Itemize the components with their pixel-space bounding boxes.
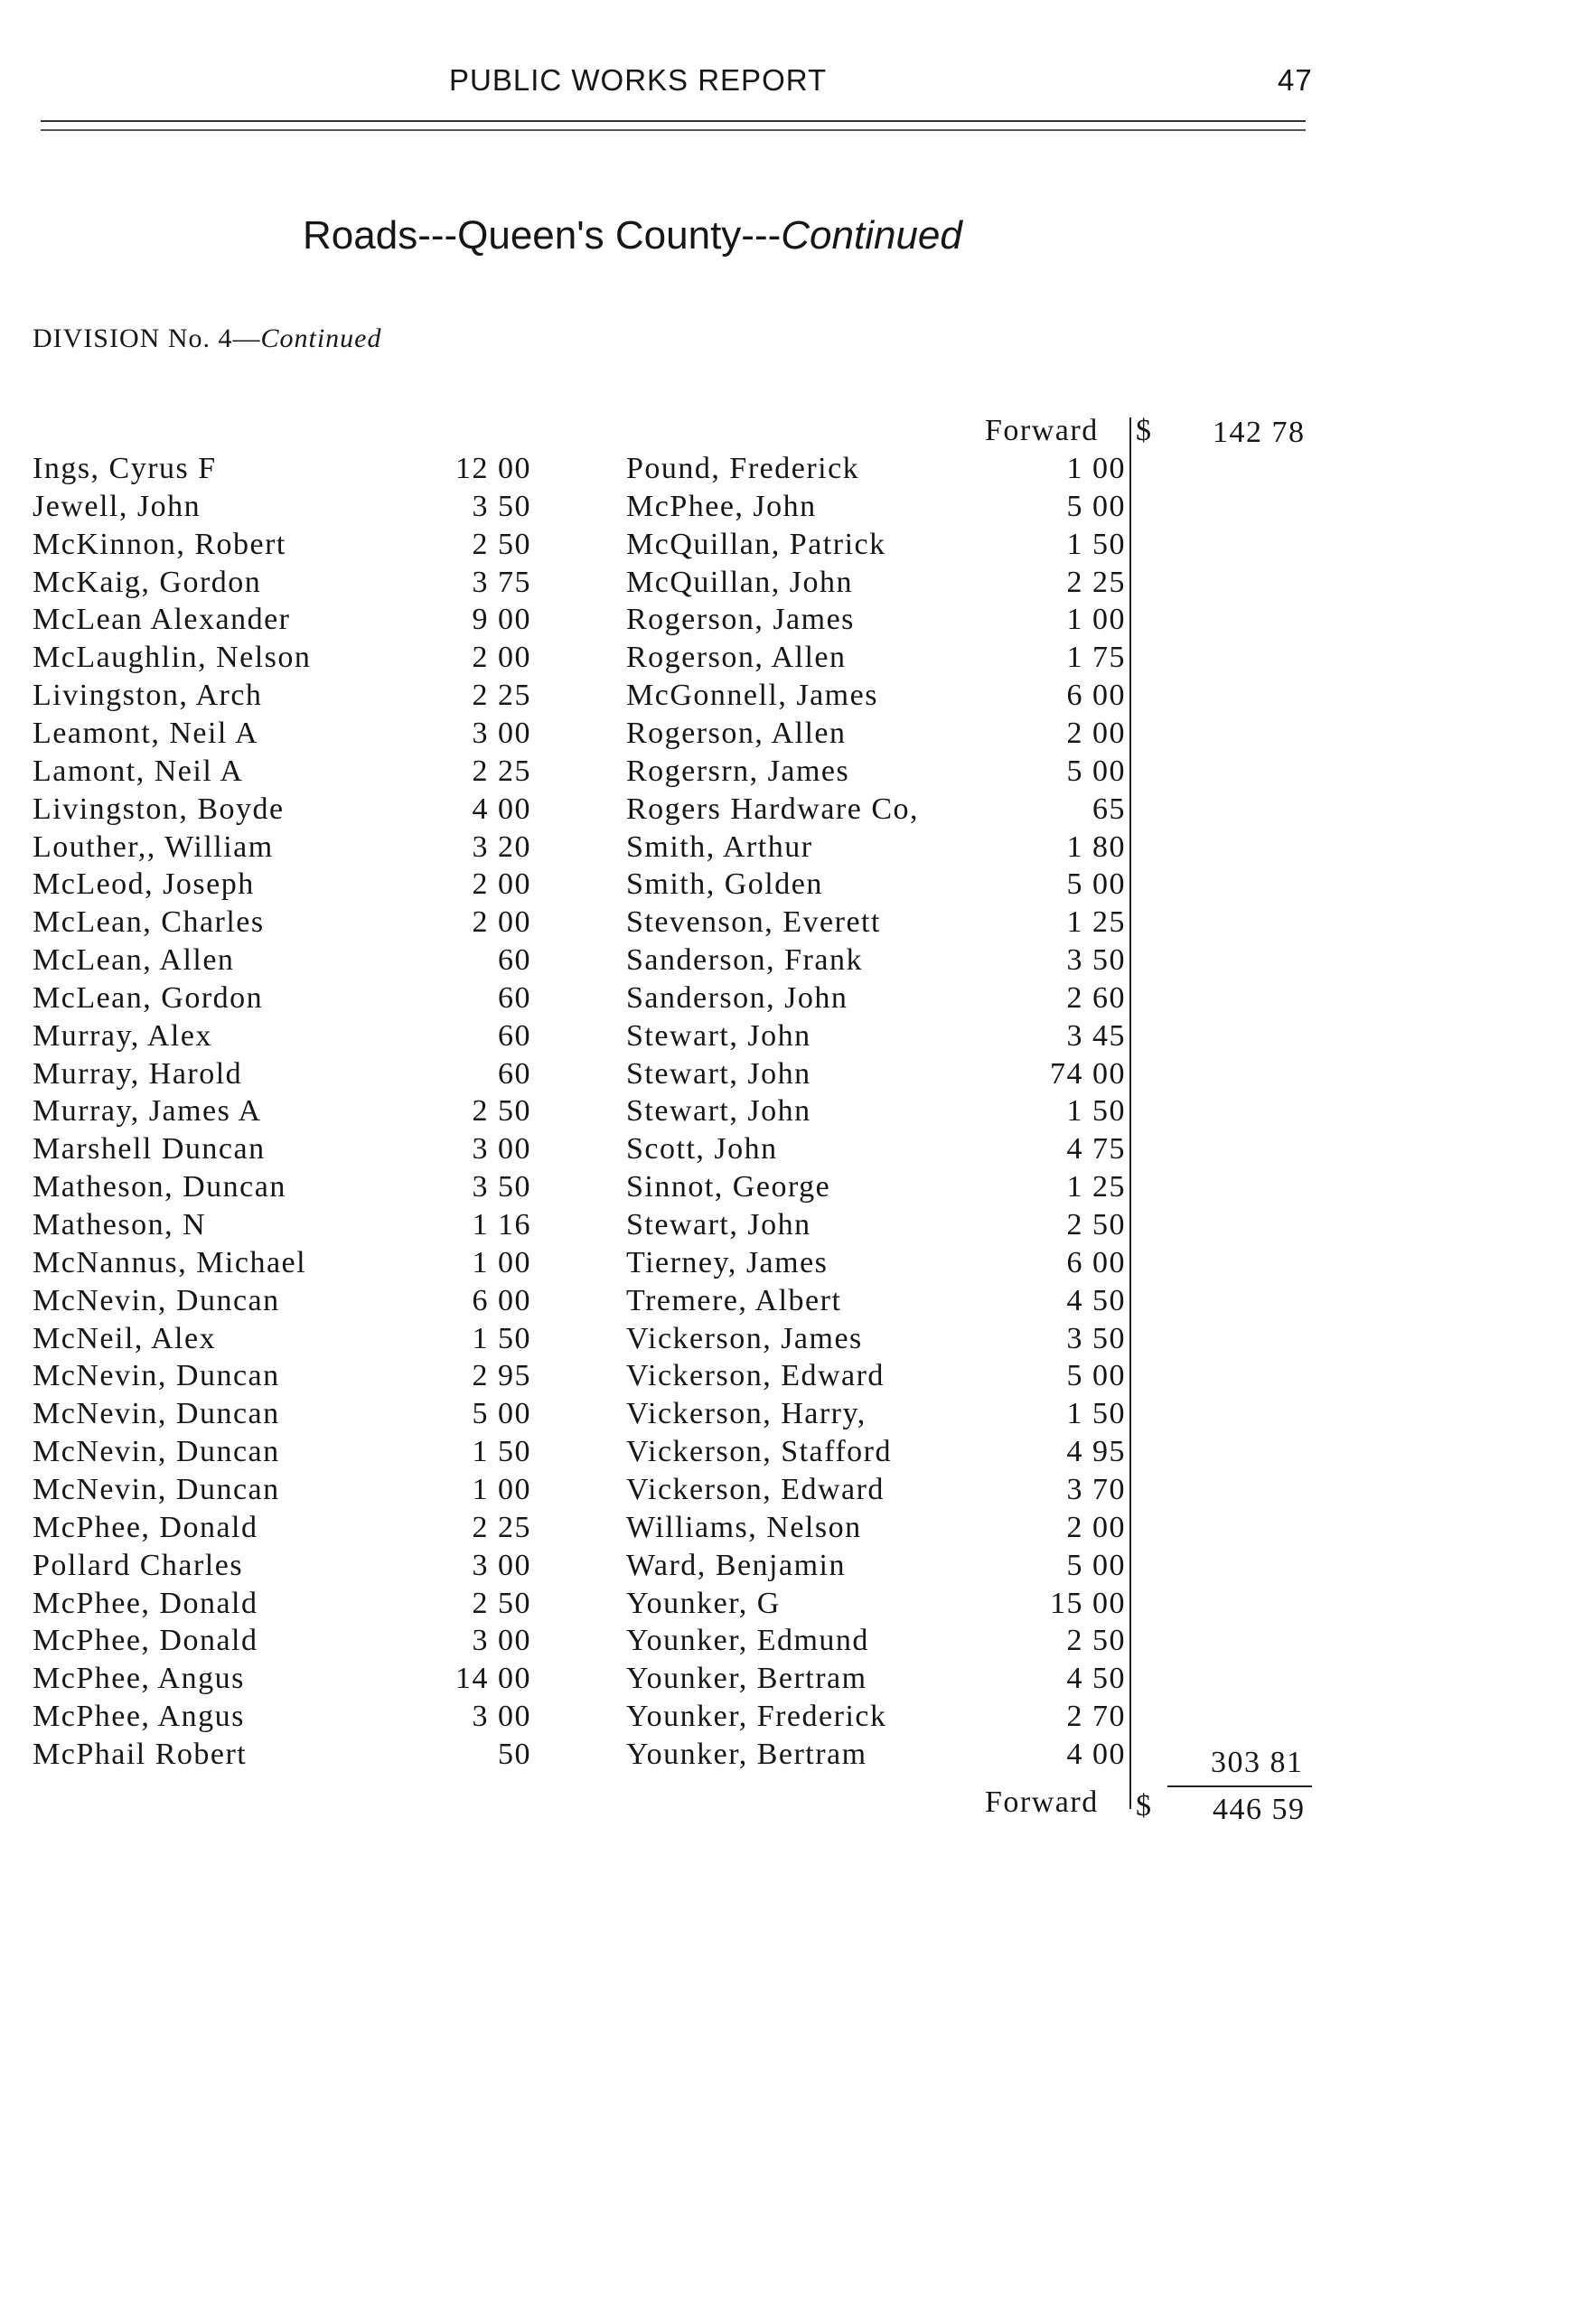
table-row bbox=[0, 1170, 1574, 1208]
left-entry-amount: 2 95 bbox=[472, 1359, 531, 1393]
right-entry-name: Vickerson, Stafford bbox=[626, 1435, 892, 1469]
division-heading bbox=[33, 323, 381, 354]
left-entry-amount: 12 00 bbox=[455, 452, 531, 485]
left-entry-amount: 1 50 bbox=[472, 1435, 531, 1469]
right-entry-name: McPhee, John bbox=[626, 489, 817, 523]
right-entry-name: Tierney, James bbox=[626, 1245, 829, 1279]
left-entry-amount: 4 00 bbox=[472, 792, 531, 826]
right-entry-amount: 1 00 bbox=[1066, 452, 1126, 485]
left-entry-name: McPhee, Donald bbox=[33, 1510, 258, 1544]
right-entry-name: Stewart, John bbox=[626, 1208, 811, 1242]
left-entry-amount: 3 00 bbox=[472, 1700, 531, 1734]
table-row bbox=[0, 1624, 1574, 1662]
right-entry-name: Smith, Golden bbox=[626, 867, 823, 902]
right-entry-name: Scott, John bbox=[626, 1132, 778, 1167]
table-row bbox=[0, 679, 1574, 717]
table-row bbox=[0, 867, 1574, 905]
right-entry-amount: 3 45 bbox=[1066, 1018, 1126, 1053]
left-entry-name: Murray, Harold bbox=[33, 1056, 243, 1091]
section-title-main: Roads---Queen's County--- bbox=[303, 213, 782, 258]
left-entry-name: McKinnon, Robert bbox=[33, 527, 286, 561]
table-row bbox=[0, 528, 1574, 566]
left-entry-amount: 3 50 bbox=[472, 489, 531, 523]
table-row bbox=[0, 1132, 1574, 1170]
left-entry-name: Ings, Cyrus F bbox=[33, 452, 217, 485]
left-entry-amount: 1 50 bbox=[472, 1321, 531, 1355]
right-entry-amount: 4 50 bbox=[1066, 1662, 1126, 1696]
right-entry-name: Stevenson, Everett bbox=[626, 905, 881, 940]
right-entry-amount: 1 25 bbox=[1066, 1170, 1126, 1204]
table-row bbox=[0, 452, 1574, 490]
right-entry-amount: 5 00 bbox=[1066, 867, 1126, 902]
right-entry-name: Sanderson, Frank bbox=[626, 943, 863, 978]
right-entry-amount: 2 60 bbox=[1066, 980, 1126, 1015]
left-entry-name: McLaughlin, Nelson bbox=[33, 641, 312, 675]
right-entry-name: McQuillan, John bbox=[626, 565, 854, 599]
table-row bbox=[0, 1094, 1574, 1132]
right-entry-amount: 5 00 bbox=[1066, 489, 1126, 523]
right-entry-amount: 1 75 bbox=[1066, 641, 1126, 675]
left-entry-name: McNevin, Duncan bbox=[33, 1472, 280, 1506]
left-entry-amount: 5 00 bbox=[472, 1397, 531, 1431]
left-entry-name: Murray, James A bbox=[33, 1094, 262, 1129]
table-row bbox=[0, 717, 1574, 754]
right-entry-name: Sanderson, John bbox=[626, 980, 848, 1015]
left-entry-amount: 2 50 bbox=[472, 1094, 531, 1129]
left-entry-amount: 1 00 bbox=[472, 1472, 531, 1506]
division-continued: Continued bbox=[260, 323, 382, 353]
table-row bbox=[0, 1435, 1574, 1473]
right-entry-amount: 2 70 bbox=[1066, 1700, 1126, 1734]
left-entry-name: Leamont, Neil A bbox=[33, 716, 259, 750]
left-entry-name: Matheson, Duncan bbox=[33, 1170, 286, 1204]
left-entry-amount: 2 00 bbox=[472, 641, 531, 675]
left-entry-amount: 9 00 bbox=[472, 603, 531, 637]
left-entry-name: McNeil, Alex bbox=[33, 1321, 217, 1355]
right-entry-amount: 1 80 bbox=[1066, 829, 1126, 864]
section-title bbox=[303, 213, 962, 258]
left-entry-name: McLean Alexander bbox=[33, 603, 291, 637]
table-row bbox=[0, 1700, 1574, 1738]
right-entry-amount: 3 50 bbox=[1066, 1321, 1126, 1355]
table-row bbox=[0, 603, 1574, 641]
right-entry-amount: 2 25 bbox=[1066, 565, 1126, 599]
left-entry-name: McNevin, Duncan bbox=[33, 1397, 280, 1431]
right-entry-name: Smith, Arthur bbox=[626, 829, 813, 864]
left-entry-name: Louther,, William bbox=[33, 829, 274, 864]
forward-bottom-dollar: $ bbox=[1136, 1789, 1153, 1823]
table-row bbox=[0, 792, 1574, 830]
left-entry-amount: 2 50 bbox=[472, 1586, 531, 1620]
right-entry-amount: 2 00 bbox=[1066, 1510, 1126, 1544]
left-entry-amount: 2 25 bbox=[472, 754, 531, 788]
left-entry-amount: 50 bbox=[498, 1737, 531, 1771]
forward-bottom-amount: 446 59 bbox=[1213, 1793, 1306, 1826]
table-row bbox=[0, 1208, 1574, 1246]
right-entry-name: Younker, G bbox=[626, 1586, 781, 1620]
left-entry-name: Pollard Charles bbox=[33, 1548, 244, 1582]
left-entry-name: McNevin, Duncan bbox=[33, 1435, 280, 1469]
table-row bbox=[0, 1246, 1574, 1284]
section-title-continued: Continued bbox=[781, 213, 962, 258]
left-entry-name: McNevin, Duncan bbox=[33, 1359, 280, 1393]
table-row bbox=[0, 905, 1574, 943]
right-entry-name: Stewart, John bbox=[626, 1018, 811, 1053]
table-row bbox=[0, 1549, 1574, 1587]
left-entry-amount: 6 00 bbox=[472, 1283, 531, 1317]
left-entry-name: Marshell Duncan bbox=[33, 1132, 266, 1167]
table-row bbox=[0, 981, 1574, 1019]
left-entry-name: McLean, Charles bbox=[33, 905, 265, 940]
right-entry-amount: 1 25 bbox=[1066, 905, 1126, 940]
left-entry-name: McPhee, Donald bbox=[33, 1624, 258, 1658]
left-entry-amount: 2 00 bbox=[472, 905, 531, 940]
left-entry-name: Lamont, Neil A bbox=[33, 754, 244, 788]
table-row bbox=[0, 1284, 1574, 1322]
header-rule bbox=[41, 120, 1306, 122]
right-entry-amount: 1 50 bbox=[1066, 527, 1126, 561]
left-entry-amount: 60 bbox=[498, 943, 531, 978]
page-number: 47 bbox=[1278, 63, 1313, 97]
table-row bbox=[0, 1322, 1574, 1360]
left-entry-name: McNannus, Michael bbox=[33, 1245, 307, 1279]
left-entry-amount: 1 00 bbox=[472, 1245, 531, 1279]
left-entry-amount: 2 50 bbox=[472, 527, 531, 561]
right-entry-name: McQuillan, Patrick bbox=[626, 527, 886, 561]
left-entry-name: McNevin, Duncan bbox=[33, 1283, 280, 1317]
right-entry-amount: 3 70 bbox=[1066, 1472, 1126, 1506]
table-row bbox=[0, 1511, 1574, 1549]
left-entry-amount: 3 00 bbox=[472, 1548, 531, 1582]
left-entry-amount: 2 25 bbox=[472, 679, 531, 713]
right-entry-amount: 3 50 bbox=[1066, 943, 1126, 978]
division-label: DIVISION No. 4— bbox=[33, 323, 261, 353]
right-entry-name: Stewart, John bbox=[626, 1056, 811, 1091]
table-row bbox=[0, 830, 1574, 868]
right-entry-name: Sinnot, George bbox=[626, 1170, 831, 1204]
right-entry-name: Pound, Frederick bbox=[626, 452, 860, 485]
left-entry-amount: 1 16 bbox=[472, 1208, 531, 1242]
right-entry-amount: 2 50 bbox=[1066, 1624, 1126, 1658]
right-entry-amount: 2 00 bbox=[1066, 716, 1126, 750]
right-entry-amount: 6 00 bbox=[1066, 1245, 1126, 1279]
left-entry-name: McPhail Robert bbox=[33, 1737, 248, 1771]
left-entry-name: McLean, Gordon bbox=[33, 980, 264, 1015]
right-entry-amount: 5 00 bbox=[1066, 754, 1126, 788]
table-row bbox=[0, 943, 1574, 981]
right-entry-name: Vickerson, Edward bbox=[626, 1359, 885, 1393]
right-entry-name: Rogers Hardware Co, bbox=[626, 792, 920, 826]
forward-top-label: Forward bbox=[985, 414, 1099, 447]
right-entry-amount: 1 00 bbox=[1066, 603, 1126, 637]
right-entry-amount: 2 50 bbox=[1066, 1208, 1126, 1242]
left-entry-amount: 3 00 bbox=[472, 1624, 531, 1658]
table-row bbox=[0, 1738, 1574, 1776]
forward-top-amount: 142 78 bbox=[1213, 416, 1306, 449]
left-entry-name: McPhee, Donald bbox=[33, 1586, 258, 1620]
table-row bbox=[0, 641, 1574, 679]
header-rule-secondary bbox=[41, 129, 1306, 131]
table-row bbox=[0, 566, 1574, 604]
forward-top-dollar: $ bbox=[1136, 414, 1153, 447]
left-entry-amount: 3 20 bbox=[472, 829, 531, 864]
right-entry-amount: 1 50 bbox=[1066, 1397, 1126, 1431]
left-entry-amount: 3 00 bbox=[472, 1132, 531, 1167]
right-entry-amount: 5 00 bbox=[1066, 1359, 1126, 1393]
left-entry-amount: 60 bbox=[498, 1056, 531, 1091]
right-entry-name: Ward, Benjamin bbox=[626, 1548, 846, 1582]
right-entry-amount: 5 00 bbox=[1066, 1548, 1126, 1582]
table-row bbox=[0, 1662, 1574, 1700]
right-entry-name: Younker, Edmund bbox=[626, 1624, 869, 1658]
right-entry-name: Younker, Bertram bbox=[626, 1737, 867, 1771]
right-entry-name: Vickerson, Harry, bbox=[626, 1397, 867, 1431]
right-entry-amount: 4 75 bbox=[1066, 1132, 1126, 1167]
right-entry-amount: 1 50 bbox=[1066, 1094, 1126, 1129]
subtotal-amount: 303 81 bbox=[1211, 1746, 1304, 1779]
left-entry-amount: 3 50 bbox=[472, 1170, 531, 1204]
right-entry-name: Rogerson, James bbox=[626, 603, 855, 637]
running-header-title: PUBLIC WORKS REPORT bbox=[449, 63, 828, 97]
right-entry-amount: 15 00 bbox=[1050, 1586, 1126, 1620]
table-row bbox=[0, 754, 1574, 792]
right-entry-name: McGonnell, James bbox=[626, 679, 878, 713]
table-row bbox=[0, 1587, 1574, 1625]
left-entry-name: Livingston, Arch bbox=[33, 679, 263, 713]
right-entry-amount: 74 00 bbox=[1050, 1056, 1126, 1091]
right-entry-name: Vickerson, James bbox=[626, 1321, 863, 1355]
right-entry-name: Tremere, Albert bbox=[626, 1283, 842, 1317]
left-entry-amount: 3 00 bbox=[472, 716, 531, 750]
left-entry-amount: 2 00 bbox=[472, 867, 531, 902]
right-entry-name: Younker, Frederick bbox=[626, 1700, 887, 1734]
table-row bbox=[0, 1473, 1574, 1511]
left-entry-name: McLean, Allen bbox=[33, 943, 235, 978]
left-entry-amount: 14 00 bbox=[455, 1662, 531, 1696]
right-entry-name: Rogersrn, James bbox=[626, 754, 850, 788]
right-entry-name: Vickerson, Edward bbox=[626, 1472, 885, 1506]
left-entry-amount: 3 75 bbox=[472, 565, 531, 599]
right-entry-amount: 4 50 bbox=[1066, 1283, 1126, 1317]
right-entry-amount: 4 95 bbox=[1066, 1435, 1126, 1469]
table-row bbox=[0, 1019, 1574, 1057]
total-rule bbox=[1167, 1785, 1312, 1787]
left-entry-amount: 2 25 bbox=[472, 1510, 531, 1544]
forward-bottom-label: Forward bbox=[985, 1785, 1099, 1819]
right-entry-name: Younker, Bertram bbox=[626, 1662, 867, 1696]
right-entry-name: Rogerson, Allen bbox=[626, 716, 847, 750]
left-entry-amount: 60 bbox=[498, 1018, 531, 1053]
right-entry-name: Rogerson, Allen bbox=[626, 641, 847, 675]
left-entry-name: McPhee, Angus bbox=[33, 1662, 245, 1696]
right-entry-name: Stewart, John bbox=[626, 1094, 811, 1129]
left-entry-name: Murray, Alex bbox=[33, 1018, 212, 1053]
right-entry-name: Williams, Nelson bbox=[626, 1510, 862, 1544]
left-entry-name: McLeod, Joseph bbox=[33, 867, 255, 902]
right-entry-amount: 6 00 bbox=[1066, 679, 1126, 713]
left-entry-name: McKaig, Gordon bbox=[33, 565, 262, 599]
table-row bbox=[0, 1057, 1574, 1095]
left-entry-name: Matheson, N bbox=[33, 1208, 207, 1242]
right-entry-amount: 65 bbox=[1092, 792, 1126, 826]
left-entry-name: Jewell, John bbox=[33, 489, 201, 523]
right-entry-amount: 4 00 bbox=[1066, 1737, 1126, 1771]
left-entry-amount: 60 bbox=[498, 980, 531, 1015]
table-row bbox=[0, 490, 1574, 528]
left-entry-name: Livingston, Boyde bbox=[33, 792, 285, 826]
table-row bbox=[0, 1359, 1574, 1397]
left-entry-name: McPhee, Angus bbox=[33, 1700, 245, 1734]
table-row bbox=[0, 1397, 1574, 1435]
